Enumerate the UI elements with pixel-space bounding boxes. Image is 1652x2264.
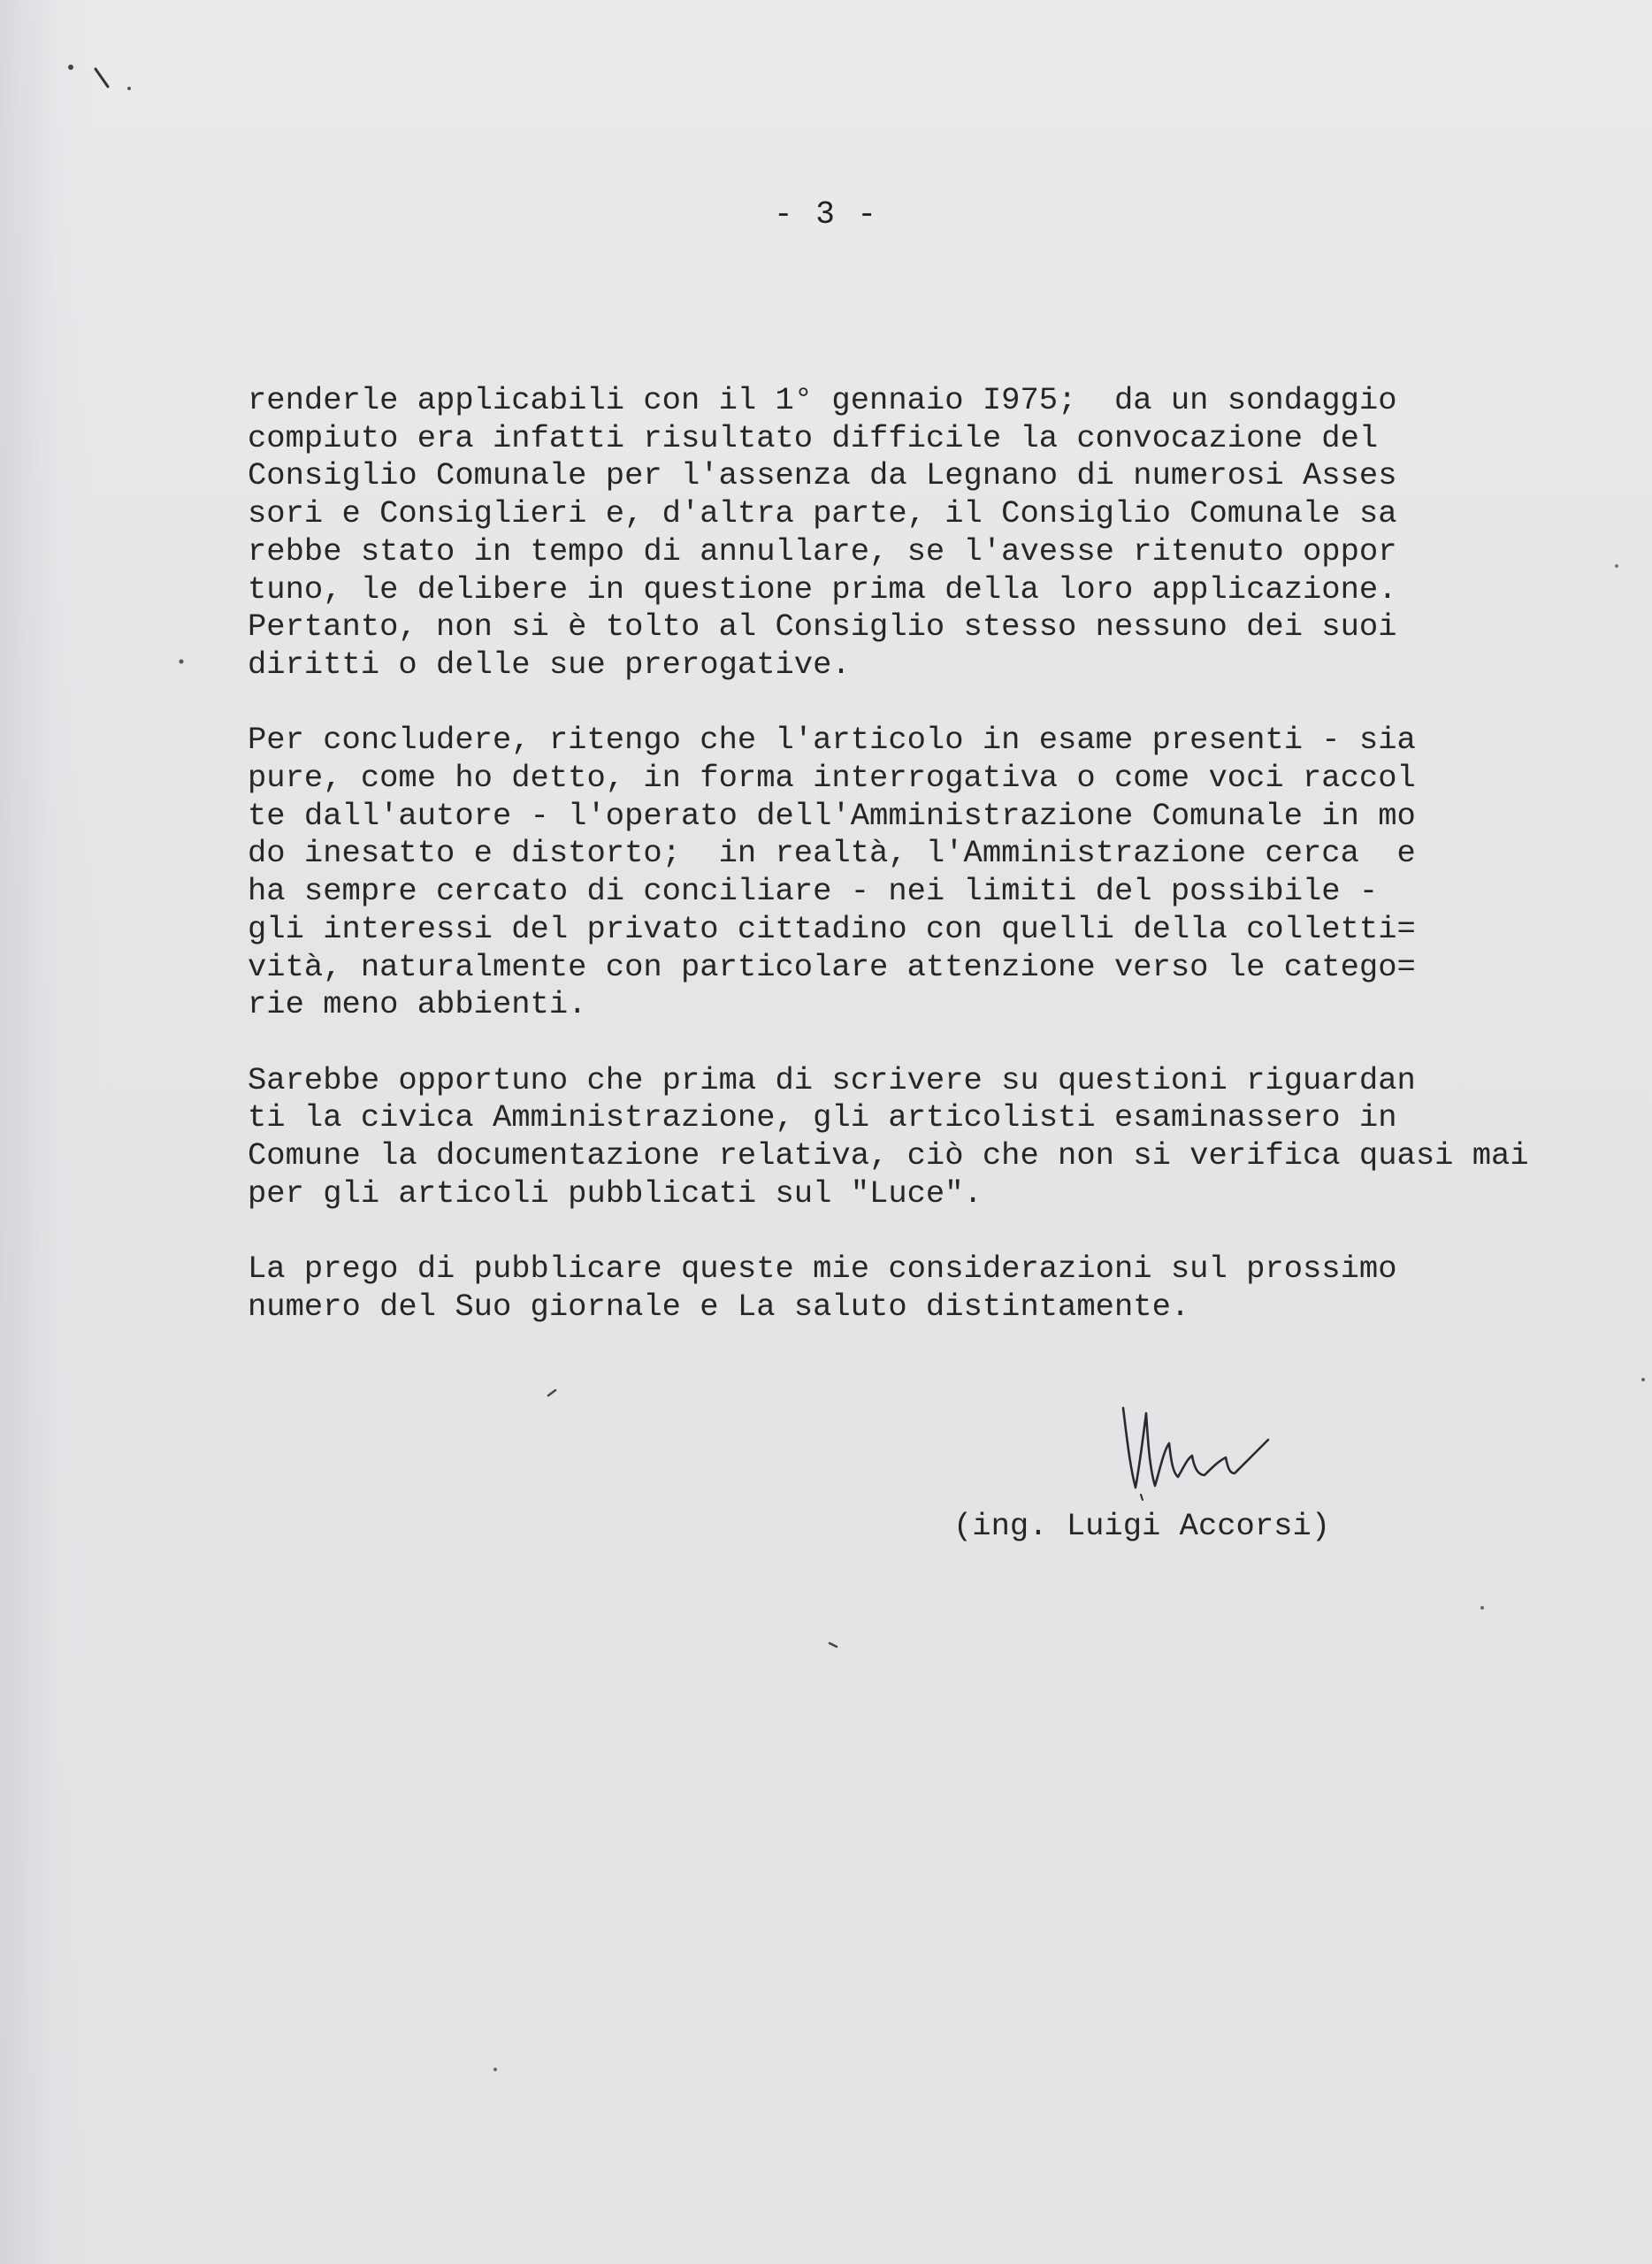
text-line: ha sempre cercato di conciliare - nei limiti del possibile - [248,873,1379,910]
page-number: - 3 - [773,196,879,233]
handwritten-signature [1116,1388,1275,1503]
paragraph-3 [248,1062,1592,1213]
text-line: rie meno abbienti. [248,986,587,1023]
text-line: sori e Consiglieri e, d'altra parte, il Consiglio Comunale sa [248,495,1397,532]
text-line: diritti o delle sue prerogative. [248,646,851,683]
page-edge-shadow [0,0,97,2264]
paragraph-2 [248,722,1592,1024]
text-line: Consiglio Comunale per l'assenza da Legnano di numerosi Asses [248,457,1397,494]
text-line: pure, come ho detto, in forma interrogativa o come voci raccol [248,760,1416,797]
text-line: te dall'autore - l'operato dell'Amministrazione Comunale in mo [248,797,1416,834]
text-line: numero del Suo giornale e La saluto distintamente. [248,1288,1190,1325]
text-line: Per concludere, ritengo che l'articolo in esame presenti - sia [248,722,1416,759]
text-line: do inesatto e distorto; in realtà, l'Amministrazione cerca e [248,835,1416,872]
paragraph-1 [248,382,1592,685]
text-line: Comune la documentazione relativa, ciò che non si verifica quasi mai [248,1137,1529,1174]
signatory-name: (ing. Luigi Accorsi) [953,1508,1331,1544]
text-line: tuno, le delibere in questione prima della loro applicazione. [248,570,1397,608]
text-line: ti la civica Amministrazione, gli articolisti esaminassero in [248,1099,1397,1136]
text-line: Sarebbe opportuno che prima di scrivere su questioni riguardan [248,1061,1416,1098]
text-line: La prego di pubblicare queste mie considerazioni sul prossimo [248,1251,1397,1288]
paragraph-4 [248,1251,1592,1326]
text-line: vità, naturalmente con particolare attenzione verso le catego= [248,948,1416,985]
text-line: rebbe stato in tempo di annullare, se l'avesse ritenuto oppor [248,532,1397,570]
text-line: per gli articoli pubblicati sul "Luce". [248,1174,983,1212]
text-line: compiuto era infatti risultato difficile la convocazione del [248,419,1379,456]
letter-body [248,382,1592,1364]
text-line: renderle applicabili con il 1° gennaio I975; da un sondaggio [248,382,1397,418]
text-line: gli interessi del privato cittadino con quelli della colletti= [248,910,1416,947]
text-line: Pertanto, non si è tolto al Consiglio stesso nessuno dei suoi [248,608,1397,646]
